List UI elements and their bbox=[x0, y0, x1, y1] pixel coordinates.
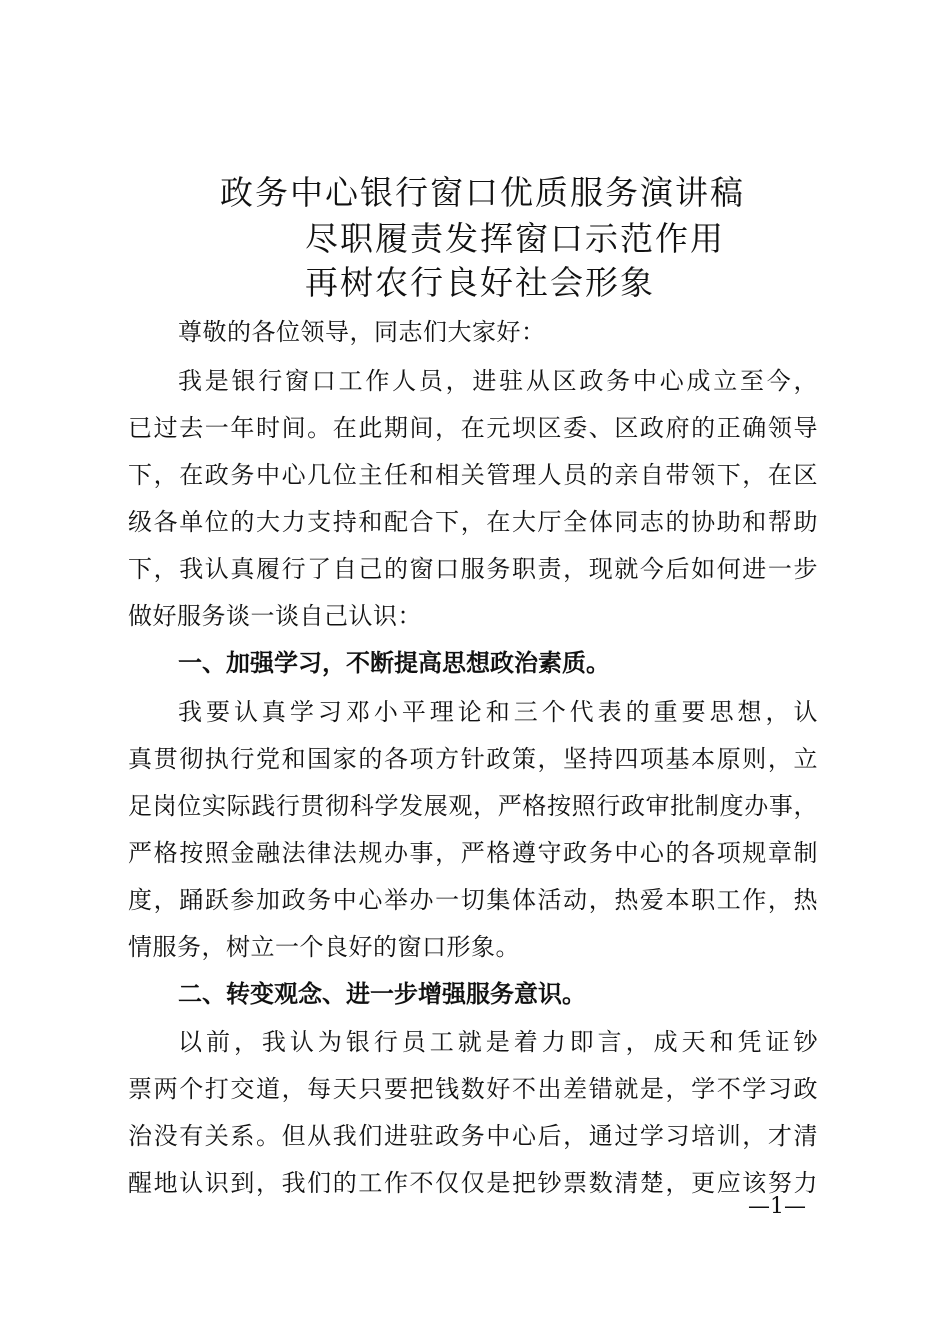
paragraph-line: 我要认真学习邓小平理论和三个代表的重要思想，认 bbox=[178, 698, 818, 726]
document-title-line-3: 再树农行良好社会形象 bbox=[305, 263, 655, 302]
paragraph-line: 情服务，树立一个良好的窗口形象。 bbox=[128, 933, 520, 961]
section-heading-2: 二、转变观念、进一步增强服务意识。 bbox=[178, 980, 586, 1008]
document-title-line-1: 政务中心银行窗口优质服务演讲稿 bbox=[220, 173, 745, 212]
paragraph-line: 以前，我认为银行员工就是着力即言，成天和凭证钞 bbox=[178, 1028, 818, 1056]
paragraph-line: 严格按照金融法律法规办事，严格遵守政务中心的各项规章制 bbox=[128, 839, 818, 867]
paragraph-line: 真贯彻执行党和国家的各项方针政策，坚持四项基本原则，立 bbox=[128, 745, 818, 773]
paragraph-line: 我是银行窗口工作人员，进驻从区政务中心成立至今， bbox=[178, 367, 818, 395]
paragraph-line: 票两个打交道，每天只要把钱数好不出差错就是，学不学习政 bbox=[128, 1075, 818, 1103]
paragraph-line: 治没有关系。但从我们进驻政务中心后，通过学习培训，才清 bbox=[128, 1122, 818, 1150]
paragraph-line: 下，我认真履行了自己的窗口服务职责，现就今后如何进一步 bbox=[128, 555, 818, 583]
paragraph-line: 已过去一年时间。在此期间，在元坝区委、区政府的正确领导 bbox=[128, 414, 818, 442]
paragraph-line: 下，在政务中心几位主任和相关管理人员的亲自带领下，在区 bbox=[128, 461, 818, 489]
paragraph-line: 足岗位实际践行贯彻科学发展观，严格按照行政审批制度办事， bbox=[128, 792, 818, 820]
page-number: —1— bbox=[748, 1194, 806, 1219]
greeting: 尊敬的各位领导，同志们大家好： bbox=[178, 318, 546, 346]
paragraph-line: 级各单位的大力支持和配合下，在大厅全体同志的协助和帮助 bbox=[128, 508, 818, 536]
paragraph-line: 醒地认识到，我们的工作不仅仅是把钞票数清楚，更应该努力 bbox=[128, 1169, 818, 1197]
section-heading-1: 一、加强学习，不断提高思想政治素质。 bbox=[178, 649, 610, 677]
paragraph-line: 做好服务谈一谈自己认识： bbox=[128, 602, 422, 630]
paragraph-line: 度，踊跃参加政务中心举办一切集体活动，热爱本职工作，热 bbox=[128, 886, 818, 914]
document-title-line-2: 尽职履责发挥窗口示范作用 bbox=[305, 219, 725, 258]
